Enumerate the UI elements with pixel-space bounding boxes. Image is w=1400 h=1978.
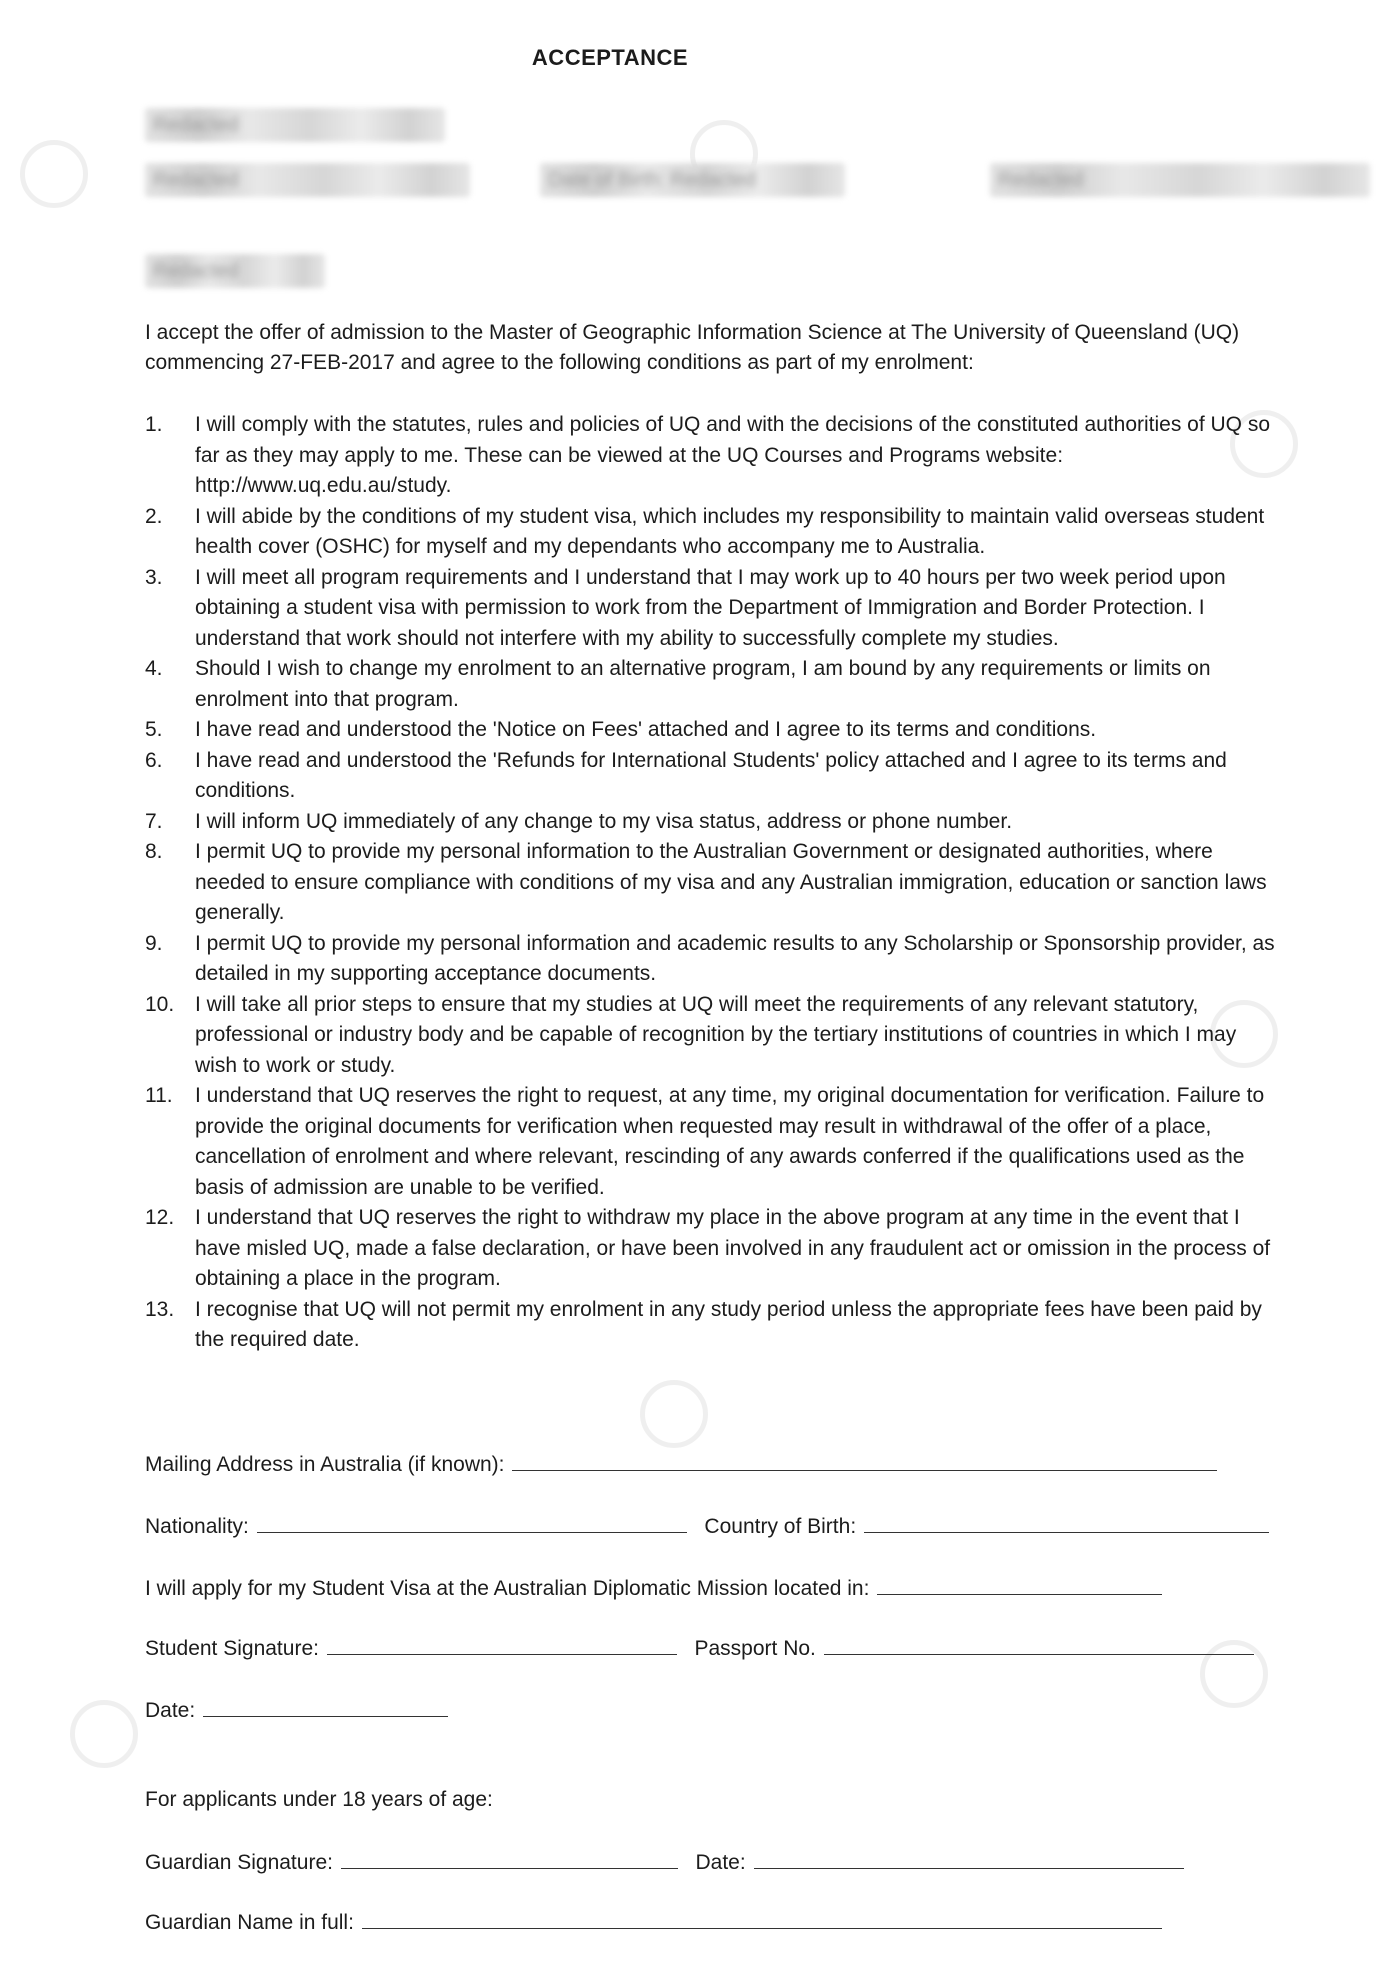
page-title: ACCEPTANCE (531, 45, 689, 70)
mailing-address-label: Mailing Address in Australia (if known): (145, 1453, 505, 1476)
condition-item (145, 654, 1275, 715)
guardian-name-field[interactable] (362, 1906, 1162, 1929)
visa-location-label: I will apply for my Student Visa at the Australian Diplomatic Mission located in: (145, 1577, 870, 1600)
condition-number: 11. (145, 1084, 173, 1107)
condition-item (145, 1081, 1275, 1203)
visa-location-field[interactable] (877, 1572, 1162, 1595)
condition-text: I permit UQ to provide my personal information and academic results to any Scholarship or Sponsorship provider, as detailed in my supporting acceptance documents. (195, 931, 1275, 985)
signature-passport-row (145, 1632, 1254, 1664)
student-signature-label: Student Signature: (145, 1637, 319, 1660)
condition-number: 1. (145, 413, 163, 436)
condition-number: 5. (145, 718, 163, 741)
condition-number: 10. (145, 992, 175, 1016)
redacted-reference: Redacted (145, 254, 325, 288)
condition-number: 12. (145, 1206, 175, 1229)
guardian-signature-label: Guardian Signature: (145, 1851, 333, 1874)
condition-text: I recognise that UQ will not permit my enrolment in any study period unless the appropriate fees have been paid by the required date. (195, 1297, 1262, 1351)
date-label: Date: (145, 1699, 196, 1722)
nationality-field[interactable] (257, 1510, 687, 1533)
condition-number: 7. (145, 809, 163, 833)
country-of-birth-label: Country of Birth: (704, 1515, 857, 1538)
condition-text: I will inform UQ immediately of any change to my visa status, address or phone number. (195, 809, 1013, 833)
mailing-address-row (145, 1448, 1217, 1480)
condition-text: I understand that UQ reserves the right to request, at any time, my original documentation for verification. Failure to provide the original documents for verification when requested may result in withdrawal of the offer of a place, cancellation of enrolment and where relevant, rescinding of any awards conferred if the qualifications used as the basis of admission are unable to be verified. (195, 1084, 1265, 1199)
condition-item (145, 837, 1275, 929)
redacted-applicant-name: Redacted (145, 108, 445, 142)
condition-text: I will meet all program requirements and I understand that I may work up to 40 hours per two week period upon obtaining a student visa with permission to work from the Department of Immigration and Border Protection. I understand that work should not interfere with my ability to successfully complete my studies. (195, 565, 1226, 650)
condition-number: 6. (145, 748, 163, 772)
mailing-address-field[interactable] (512, 1448, 1217, 1471)
watermark-seal-icon (20, 140, 88, 208)
condition-text: I will take all prior steps to ensure that my studies at UQ will meet the requirements of any relevant statutory, professional or industry body and be capable of recognition by the tertiary institutions of countries in which I may wish to work or study. (195, 992, 1237, 1077)
guardian-name-row (145, 1906, 1162, 1938)
guardian-signature-row (145, 1846, 1184, 1878)
student-signature-field[interactable] (327, 1632, 677, 1655)
watermark-seal-icon (640, 1380, 708, 1448)
condition-item (145, 563, 1275, 655)
date-field[interactable] (203, 1694, 448, 1717)
nationality-label: Nationality: (145, 1515, 249, 1538)
guardian-name-label: Guardian Name in full: (145, 1911, 354, 1934)
condition-item (145, 1295, 1275, 1356)
redacted-date-of-birth: Date of Birth: Redacted (540, 163, 845, 197)
condition-text: I understand that UQ reserves the right to withdraw my place in the above program at any time in the event that I have misled UQ, made a false declaration, or have been involved in any fraudulent act or omission in the process of obtaining a place in the program. (195, 1206, 1271, 1290)
guardian-signature-field[interactable] (341, 1846, 678, 1869)
condition-number: 3. (145, 565, 163, 589)
condition-number: 2. (145, 504, 163, 528)
condition-item (145, 410, 1275, 502)
under-18-heading: For applicants under 18 years of age: (145, 1788, 493, 1811)
condition-item (145, 746, 1275, 807)
condition-text: Should I wish to change my enrolment to an alternative program, I am bound by any requirements or limits on enrolment into that program. (195, 657, 1211, 711)
condition-number: 9. (145, 931, 163, 955)
condition-item (145, 715, 1275, 746)
watermark-seal-icon (70, 1700, 138, 1768)
nationality-row (145, 1510, 1269, 1542)
condition-item (145, 807, 1275, 838)
condition-text: I will comply with the statutes, rules and policies of UQ and with the decisions of the constituted authorities of UQ so far as they may apply to me. These can be viewed at the UQ Courses and Programs website: http://www.uq.edu.au/study. (195, 413, 1271, 497)
date-row (145, 1694, 448, 1726)
condition-item (145, 929, 1275, 990)
redacted-address: Redacted (990, 163, 1370, 197)
country-of-birth-field[interactable] (864, 1510, 1269, 1533)
conditions-list (145, 410, 1275, 1356)
condition-item (145, 990, 1275, 1082)
condition-number: 4. (145, 657, 163, 680)
condition-number: 13. (145, 1297, 175, 1321)
guardian-date-field[interactable] (754, 1846, 1184, 1869)
condition-text: I will abide by the conditions of my student visa, which includes my responsibility to maintain valid overseas student health cover (OSHC) for myself and my dependants who accompany me to Australia. (195, 504, 1265, 558)
redacted-student-id: Redacted (145, 163, 470, 197)
guardian-date-label: Date: (695, 1851, 746, 1874)
passport-label: Passport No. (694, 1637, 816, 1660)
condition-text: I have read and understood the 'Notice on Fees' attached and I agree to its terms and conditions. (195, 718, 1097, 741)
intro-paragraph: I accept the offer of admission to the Master of Geographic Information Science at The University of Queensland (UQ) commencing 27-FEB-2017 and agree to the following conditions as part of my enrolment: (145, 321, 1240, 374)
condition-number: 8. (145, 840, 163, 863)
condition-text: I have read and understood the 'Refunds for International Students' policy attached and I agree to its terms and conditions. (195, 748, 1227, 802)
passport-field[interactable] (824, 1632, 1254, 1655)
condition-item (145, 502, 1275, 563)
condition-text: I permit UQ to provide my personal information to the Australian Government or designated authorities, where needed to ensure compliance with conditions of my visa and any Australian immigration, education or sanction laws generally. (195, 840, 1267, 924)
condition-item (145, 1203, 1275, 1295)
visa-location-row (145, 1572, 1162, 1604)
